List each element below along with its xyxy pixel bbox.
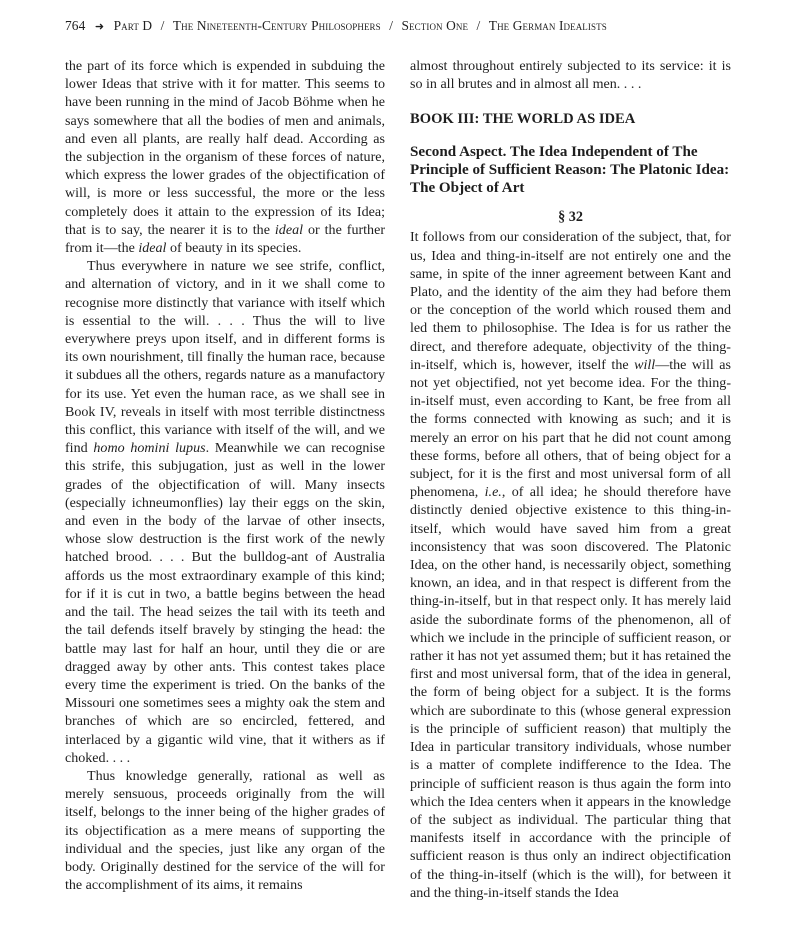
emphasis: i.e. — [484, 484, 502, 501]
paragraph: Thus knowledge generally, rational as well as merely sensuous, proceeds originally from the will itself, belongs to the inner being of the higher grades of its objectification as a mere means of supporting the individual and the species, just like any organ of the body. Originally destined for the service of the will for the accomplishment of its aims, it remains — [65, 767, 385, 894]
emphasis: ideal — [274, 221, 303, 238]
aspect-heading: Second Aspect. The Idea Independent of The Principle of Sufficient Reason: The Platonic Idea: The Object of Art — [410, 144, 730, 197]
emphasis: will — [634, 356, 656, 373]
separator: / — [160, 18, 165, 33]
section-number: § 32 — [558, 209, 583, 226]
arrow-icon: ➜ — [94, 21, 105, 33]
part-label: Part D — [113, 18, 153, 33]
running-head — [65, 18, 745, 34]
paragraph: the part of its force which is expended in subduing the lower Ideas that strive with it for matter. This seems to have been running in the mind of Jacob Böhme when he says somewhere that all the bodies of men and animals, and even all plants, are really half dead. According as the subjection in the organism of these forces of nature, which express the lower grades of the objectification of will, is more or less successful, the more or the less completely does it attain to the expression of its Idea; that is to say, the nearer it is to the ideal or the further from it—the ideal of beauty in its species. — [65, 58, 385, 257]
separator: / — [389, 18, 394, 33]
paragraph: almost throughout entirely subjected to its service: it is so in all brutes and in almost all men. . . . — [410, 58, 731, 93]
page-number: 764 — [65, 18, 86, 33]
right-column — [410, 57, 731, 902]
book-heading: BOOK III: THE WORLD AS IDEA — [410, 111, 636, 128]
paragraph: It follows from our consideration of the subject, that, for us, Idea and thing-in-itself are not entirely one and the same, in spite of the inner agreement between Kant and Plato, and the identity of the aim they had before them or the conception of the world which roused them and led them to philosophise. The Idea is for us rather the direct, and therefore adequate, objectivity of the thing-in-itself, which is, however, itself the will—the will as not yet objectified, not yet become idea. For the thing-in-itself must, even according to Kant, be free from all the forms connected with knowing as such; and it is merely an error on his part that he did not count among these forms, before all others, that of being object for a subject, for it is the first and most universal form of all phenomena, i.e., of all idea; he should therefore have distinctly denied objective existence to this thing-in-itself, which would have saved him from a great inconsistency that was soon discovered. The Platonic Idea, on the other hand, is necessarily object, something known, an idea, and in that respect is different from the thing-in-itself, but in that respect only. It has merely laid aside the subordinate forms of the phenomenon, all of which we include in the principle of sufficient reason, or rather it has not yet assumed them; but it has retained the first and most universal form, that of the idea in general, the form of being object for a subject. It is the forms which are subordinate to this (whose general expression is the principle of sufficient reason) that multiply the Idea in particular transitory individuals, whose number is a matter of complete indifference to the Idea. The principle of sufficient reason is thus again the form into which the Idea centers when it appears in the knowledge of the subject as individual. The particular thing that manifests itself in accordance with the principle of sufficient reason is thus only an indirect objectification of the thing-in-itself (which is the will), for between it and the thing-in-itself stands the Idea — [410, 229, 731, 901]
emphasis: homo homini lupus — [93, 440, 206, 457]
section-label: Section One — [401, 18, 469, 33]
left-column — [65, 57, 385, 894]
chapter-label: The Nineteenth-Century Philosophers — [172, 18, 381, 33]
paragraph: Thus everywhere in nature we see strife, conflict, and alternation of victory, and in it we shall come to recognise more distinctly that variance with itself which is essential to the will. . . . Thus the will to live everywhere preys upon itself, and in different forms is its own nourishment, till finally the human race, because it subdues all the others, regards nature as a manufactory for its use. Yet even the human race, as we shall see in Book IV, reveals in itself with most terrible distinctness this conflict, this variance with itself of the will, and we find homo homini lupus. Meanwhile we can recognise this strife, this subjugation, just as well in the lower grades of the objectification of will. Many insects (especially ichneumonflies) lay their eggs on the skin, and even in the body of the larvae of other insects, whose slow destruction is the first work of the newly hatched brood. . . . But the bulldog-ant of Australia affords us the most extraordinary example of this kind; for if it is cut in two, a battle begins between the head and the tail. The head seizes the tail with its teeth and the tail defends itself bravely by stinging the head: the battle may last for half an hour, until they die or are dragged away by other ants. This contest takes place every time the experiment is tried. On the banks of the Missouri one sometimes sees a mighty oak the stem and branches of which are so encircled, fettered, and interlaced by a gigantic wild vine, that it withers as if choked. . . . — [65, 258, 385, 766]
subsection-label: The German Idealists — [488, 18, 607, 33]
separator: / — [476, 18, 481, 33]
emphasis: ideal — [138, 240, 167, 257]
